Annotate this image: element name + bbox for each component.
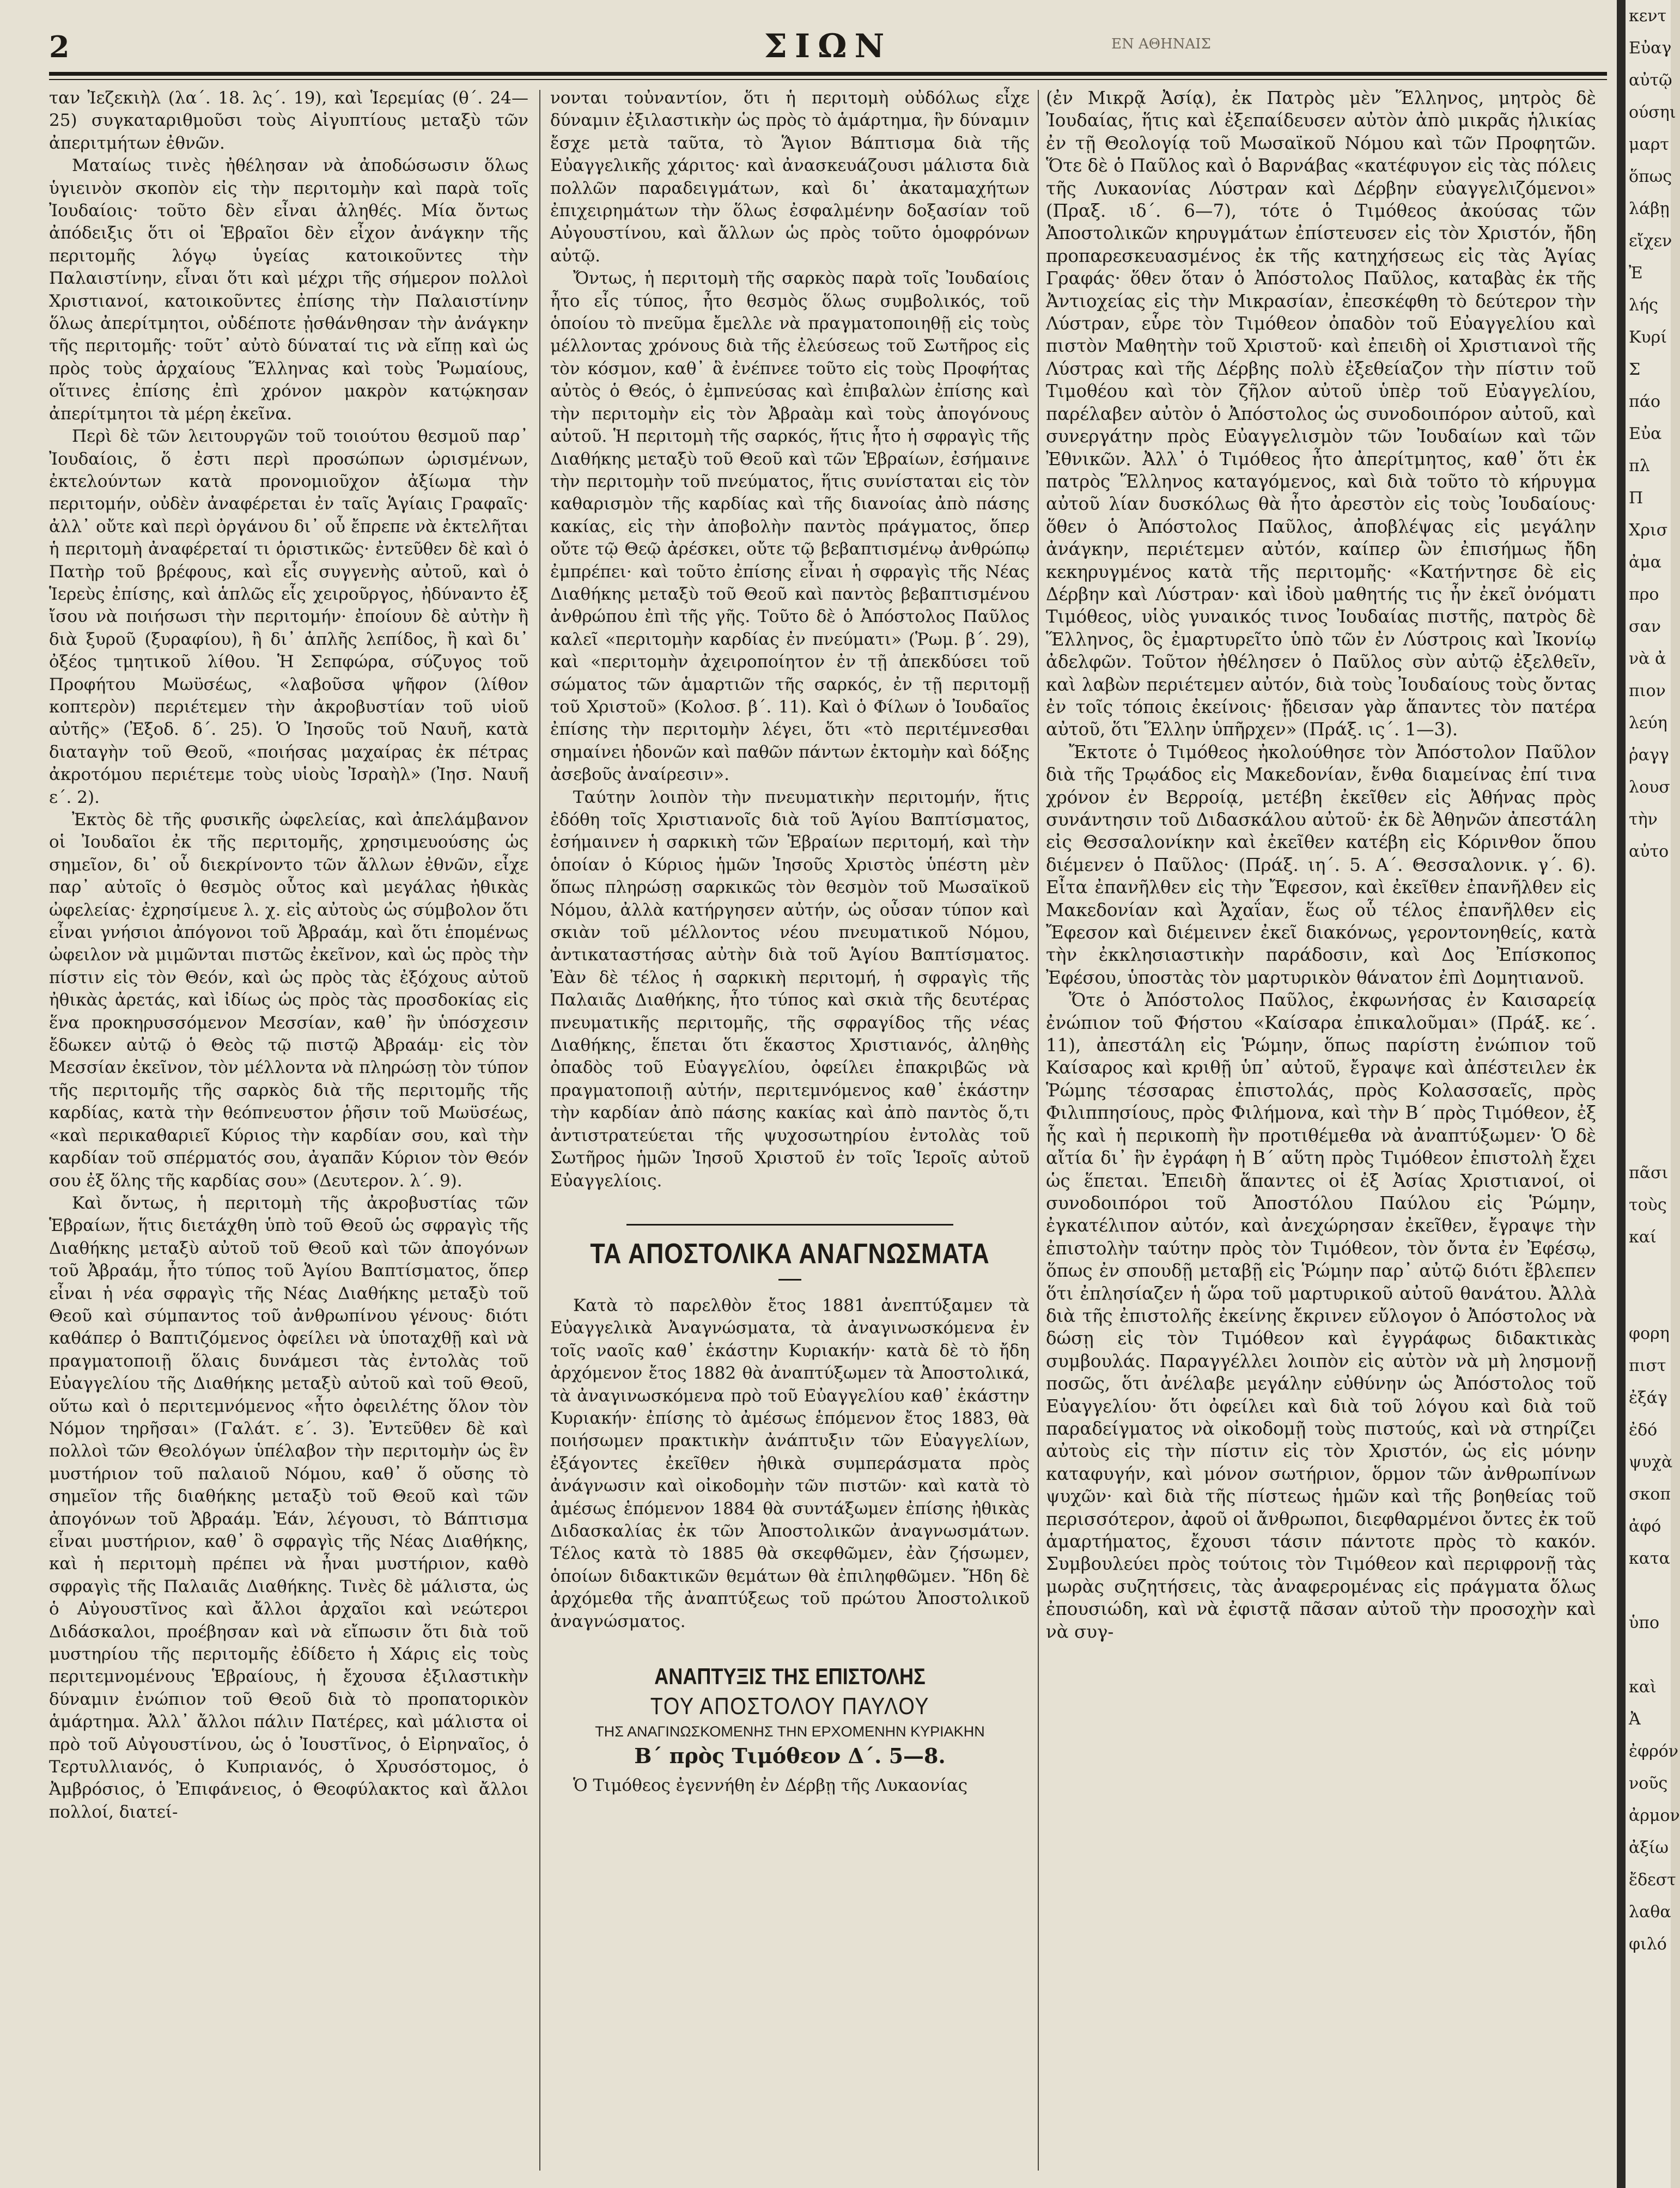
- column-2: [550, 87, 1030, 2179]
- adjacent-page-fragment: φιλό: [1629, 1935, 1667, 1954]
- section-title: ΤΑ ΑΠΟΣΤΟΛΙΚΑ ΑΝΑΓΝΩΣΜΑΤΑ: [590, 1238, 990, 1270]
- paragraph: ταν Ἰεζεκιὴλ (λα΄. 18. λς΄. 19), καὶ Ἱερεμίας (θ΄. 24—25) συγκαταριθμοῦσι τοὺς Αἰγυπτίους μεταξὺ τῶν ἀπεριτμήτων ἐθνῶν.: [49, 88, 528, 153]
- adjacent-page-fragment: Εὐαγ: [1629, 39, 1672, 58]
- adjacent-page-fragment: ἀρμον: [1629, 1806, 1680, 1825]
- adjacent-page-fragment: κεντ: [1629, 7, 1667, 26]
- adjacent-page-fragment: ἀμα: [1629, 553, 1662, 572]
- adjacent-page-fragment: Χρισ: [1629, 521, 1668, 540]
- header-faded-text: ΕΝ ΑΘΗΝΑΙΣ: [1111, 36, 1211, 52]
- adjacent-page-fragment: [1626, 1639, 1671, 1671]
- paragraph: Ἐκτὸς δὲ τῆς φυσικῆς ὠφελείας, καὶ ἀπελάμβανον οἱ Ἰουδαῖοι ἐκ τῆς περιτομῆς, χρησιμευούσης ὡς σημεῖον, δι᾽ οὗ διεκρίνοντο τῶν ἄλλων ἐθνῶν, εἶχε παρ᾽ αὐτοῖς ὁ θεσμὸς οὗτος καὶ μεγάλας ἠθικὰς ὠφελείας· ἐχρησίμευε λ. χ. εἰς αὐτοὺς ὡς σύμβολον ὅτι εἶναι γνήσιοι ἀπόγονοι τοῦ Ἀβραάμ, καὶ ὅτι ἑπομένως ὠφειλον νὰ μιμῶνται πιστῶς ἐκεῖνον, καὶ ὡς πρὸς τὴν πίστιν εἰς τὸν Θεόν, καὶ ὡς πρὸς τὰς ἐξόχους αὐτοῦ ἠθικὰς ἀρετάς, καὶ ἰδίως ὡς πρὸς τὰς προσδοκίας εἰς ἕνα προκηρυσσόμενον Μεσσίαν, καθ᾽ ἣν ὑπόσχεσιν ἔδωκεν αὐτῷ ὁ Θεὸς τῷ πιστῷ Ἀβραάμ· εἰς τὸν Μεσσίαν ἐκεῖνον, τὸν μέλλοντα νὰ πληρώσῃ τὸν τύπον τῆς περιτομῆς τῆς σαρκὸς διὰ τῆς περιτομῆς τῆς καρδίας, κατὰ τὴν θεόπνευστον ῥῆσιν τοῦ Μωϋσέως, «καὶ περικαθαριεῖ Κύριος τὴν καρδίαν σου, καὶ τὴν καρδίαν τοῦ σπέρματός σου, ἀγαπᾶν Κύριον τὸν Θεόν σου ἐξ ὅλης τῆς καρδίας σου» (Δευτερον. λ΄. 9).: [49, 810, 528, 1191]
- paragraph: Ὁ Τιμόθεος ἐγεννήθη ἐν Δέρβῃ τῆς Λυκαονίας: [573, 1776, 968, 1795]
- adjacent-page-fragment: [1626, 1575, 1671, 1607]
- adjacent-page-fragment: λουσ: [1629, 778, 1670, 797]
- paragraph: Ὄντως, ἡ περιτομὴ τῆς σαρκὸς παρὰ τοῖς Ἰουδαίοις ἦτο εἷς τύπος, ἦτο θεσμὸς ὅλως συμβολικός, τοῦ ὁποίου τὸ πνεῦμα ἔμελλε νὰ πραγματοποιηθῇ εἰς τοὺς μέλλοντας χρόνους διὰ τῆς ἐλεύσεως τοῦ Σωτῆρος εἰς τὸν κόσμον, καθ᾽ ἃ ἐνέπνεε τοῦτο εἰς τοὺς Προφήτας αὐτὸς ὁ Θεός, ὁ ἐμπνεύσας καὶ ἐπιβαλὼν ἐπίσης καὶ τὴν περιτομὴν εἰς τὸν Ἀβραὰμ καὶ τοὺς ἀπογόνους αὐτοῦ. Ἡ περιτομὴ τῆς σαρκός, ἥτις ἦτο ἡ σφραγὶς τῆς Διαθήκης μεταξὺ τοῦ Θεοῦ καὶ τῶν Ἑβραίων, ἐσήμαινε τὴν περιτομὴν τοῦ πνεύματος, ἥτις συνίσταται εἰς τὸν καθαρισμὸν τῆς καρδίας καὶ τῆς διανοίας ἀπὸ πάσης κακίας, εἰς τὴν ἀποβολὴν παντὸς πράγματος, ὅπερ οὔτε τῷ Θεῷ ἀρέσκει, οὔτε τῷ βεβαπτισμένῳ ἀνθρώπῳ ἐμπρέπει· καὶ τοῦτο ἐπίσης εἶναι ἡ σφραγὶς τῆς Νέας Διαθήκης μεταξὺ τοῦ Θεοῦ καὶ παντὸς βεβαπτισμένου ἀνθρώπου ἐπὶ τῆς γῆς. Τοῦτο δὲ ὁ Ἀπόστολος Παῦλος καλεῖ «περιτομὴν καρδίας ἐν πνεύματι» (Ῥωμ. β΄. 29), καὶ «περιτομὴν ἀχειροποίητον ἐν τῇ ἀπεκδύσει τοῦ σώματος τῶν ἁμαρτιῶν τῆς σαρκός, ἐν τῇ περιτομῇ τοῦ Χριστοῦ» (Κολοσ. β΄. 11). Καὶ ὁ Φίλων ὁ Ἰουδαῖος ἐπίσης τὴν περιτομὴν λέγει, ὅτι «τὸ περιτέμνεσθαι σημαίνει ἡδονῶν καὶ παθῶν πάντων ἐκτομὴν καὶ δόξης ἀσεβοῦς ἀναίρεσιν».: [550, 269, 1030, 785]
- adjacent-page-fragment: ἀξίω: [1629, 1838, 1669, 1857]
- adjacent-page-fragment: [1626, 900, 1671, 932]
- adjacent-page-fragment: πλ: [1629, 456, 1650, 476]
- paragraph: Καὶ ὄντως, ἡ περιτομὴ τῆς ἀκροβυστίας τῶν Ἑβραίων, ἥτις διετάχθη ὑπὸ τοῦ Θεοῦ ὡς σφραγὶς τῆς Διαθήκης μεταξὺ αὐτοῦ τοῦ Θεοῦ καὶ τῶν ἀπογόνων τοῦ Ἀβραάμ, ἦτο τύπος τοῦ Ἁγίου Βαπτίσματος, ὅπερ εἶναι ἡ νέα σφραγὶς τῆς Νέας Διαθήκης μεταξὺ τοῦ Θεοῦ καὶ σύμπαντος τοῦ ἀνθρωπίνου γένους· διότι καθάπερ ὁ Βαπτιζόμενος ὀφείλει νὰ ὑποταχθῇ καὶ νὰ πραγματοποιῇ ὅλαις δυνάμεσι τὰς ἐντολὰς τοῦ Εὐαγγελίου τῆς Διαθήκης μεταξὺ αὐτοῦ καὶ τοῦ Θεοῦ, οὕτω καὶ ὁ περιτεμνόμενος «ἦτο ὀφειλέτης ὅλον τὸν Νόμον τηρῆσαι» (Γαλάτ. ε΄. 3). Ἐντεῦθεν δὲ καὶ πολλοὶ τῶν Θεολόγων ὑπέλαβον τὴν περιτομὴν ὡς ἓν μυστήριον τοῦ παλαιοῦ Νόμου, καθ᾽ ὅ οὔσης τὸ σημεῖον τῆς διαθήκης μεταξὺ τοῦ Θεοῦ καὶ τῶν ἀπογόνων τοῦ Ἀβραάμ. Ἐάν, λέγουσι, τὸ Βάπτισμα εἶναι μυστήριον, καθ᾽ ὃ σφραγὶς τῆς Νέας Διαθήκης, καὶ ἡ περιτομὴ πρέπει νὰ ἦναι μυστήριον, καθὸ σφραγὶς τῆς Παλαιᾶς Διαθήκης. Τινὲς δὲ μάλιστα, ὡς ὁ Αὐγουστῖνος καὶ ἄλλοι ἀρχαῖοι καὶ νεώτεροι Διδάσκαλοι, προέβησαν καὶ νὰ εἴπωσιν ὅτι διὰ τοῦ μυστηρίου τῆς περιτομῆς ἐδίδετο ἡ Χάρις εἰς τοὺς περιτεμνομένους Ἑβραίους, ἡ ἔχουσα ἐξιλαστικὴν δύναμιν ἐνώπιον τοῦ Θεοῦ διὰ τὸ προπατορικὸν ἁμάρτημα. Ἀλλ᾽ ἄλλοι πάλιν Πατέρες, καὶ μάλιστα οἱ πρὸ τοῦ Αὐγουστίνου, ὡς ὁ Ἰουστῖνος, ὁ Εἰρηναῖος, ὁ Τερτυλλιανός, ὁ Κυπριανός, ὁ Χρυσόστομος, ὁ Ἀμβρόσιος, ὁ Ἐπιφάνειος, ὁ Θεοφύλακτος καὶ ἄλλοι πολλοί, διατεί-: [49, 1193, 528, 1822]
- adjacent-page-fragment: προ: [1629, 585, 1659, 604]
- adjacent-page-fragment: Ἐ: [1629, 264, 1643, 283]
- adjacent-page-fragment: [1626, 1253, 1671, 1285]
- adjacent-page-fragment: νοῦς: [1629, 1774, 1668, 1793]
- adjacent-page-fragment: ἐξάγ: [1629, 1388, 1667, 1407]
- adjacent-page-fragment: ἀφό: [1629, 1517, 1661, 1536]
- paragraph: Ὅτε ὁ Ἀπόστολος Παῦλος, ἐκφωνήσας ἐν Καισαρείᾳ ἐνώπιον τοῦ Φήστου «Καίσαρα ἐπικαλοῦμαι» (Πράξ. κε΄. 11), ἀπεστάλη εἰς Ῥώμην, ὅπως παρίστη ἐνώπιον τοῦ Καίσαρος καὶ κριθῇ ὑπ᾽ αὐτοῦ, ἔγραψε καὶ ἀπέστειλεν ἐκ Ῥώμης τέσσαρας ἐπιστολάς, πρὸς Κολασσαεῖς, πρὸς Φιλιππησίους, πρὸς Φιλήμονα, καὶ τὴν Β΄ πρὸς Τιμόθεον, ἐξ ἧς καὶ ἡ περικοπὴ ἣν προτιθέμεθα νὰ ἀναπτύξωμεν· Ὁ δὲ αἴτία δι᾽ ἣν ἐγράφη ἡ Β΄ αὕτη πρὸς Τιμόθεον ἐπιστολὴ ἔχει ὡς ἕπεται. Ἐπειδὴ ἅπαντες οἱ ἐξ Ἀσίας Χριστιανοί, οἱ συνοδοιπόροι τοῦ Ἀποστόλου Παύλου εἰς Ῥώμην, ἐγκατέλιπον αὐτόν, καὶ ἀνεχώρησαν ἐκεῖθεν, ἔγραψε τὴν ἐπιστολὴν ταύτην πρὸς τὸν Τιμόθεον, τὸν ὄντα ἐν Ἐφέσῳ, ὅπως ἐν σπουδῇ μεταβῇ εἰς Ῥώμην παρ᾽ αὐτῷ διότι ἔβλεπεν ὅτι ἐπλησίαζεν ἡ ὥρα τοῦ μαρτυρικοῦ αὐτοῦ θανάτου. Ἀλλὰ διὰ τῆς ἐπιστολῆς ἐκείνης ἔκρινεν εὔλογον ὁ Ἀπόστολος νὰ δώσῃ εἰς τὸν Τιμόθεον καὶ ἐγγράφως διδακτικὰς συμβουλάς. Παραγγέλλει λοιπὸν εἰς αὐτὸν νὰ μὴ λησμονῇ ποσῶς, ὅτι ἀνέλαβε μεγάλην εὐθύνην ὡς Ἀπόστολος τοῦ Εὐαγγελίου· ὅτι ὀφείλει καὶ διὰ τοῦ λόγου καὶ διὰ τοῦ παραδείγματος νὰ οἰκοδομῇ τοὺς πιστούς, καὶ νὰ στηρίζει αὐτοὺς εἰς τὴν πίστιν εἰς τὸν Χριστόν, ὡς εἰς μόνην καταφυγήν, καὶ μόνον σωτήριον, ὅρμον τῶν ἀνθρωπίνων ψυχῶν· καὶ διὰ τῆς πίστεως ἡμῶν καὶ τῆς βοηθείας τοῦ περισσότερον, ἀφοῦ οἱ ἄνθρωποι, διεφθαρμένοι ὄντες ἐκ τοῦ ἁμαρτήματος, ἔχουσι τάσιν πάντοτε πρὸς τὸ κακόν. Συμβουλεύει πρὸς τούτοις τὸν Τιμόθεον καὶ περιφρονῇ τὰς μωρὰς συζητήσεις, τὰς ἀναφερομένας εἰς πράγματα ὅλως ἐπουσιώδη, καὶ νὰ ἐφιστᾷ πᾶσαν αὐτοῦ τὴν προσοχὴν καὶ νὰ συγ-: [1046, 990, 1596, 1642]
- adjacent-page-fragment: αὐτῷ: [1629, 71, 1672, 90]
- adjacent-page-fragment: Κυρί: [1629, 328, 1667, 347]
- adjacent-page-fragment: [1626, 1061, 1671, 1093]
- adjacent-page-fragment: ψυχὰ: [1629, 1453, 1673, 1472]
- adjacent-page-fragment: λαθα: [1629, 1903, 1671, 1922]
- adjacent-page-fragment: αὐτο: [1629, 842, 1669, 861]
- adjacent-page-fragment: [1626, 1125, 1671, 1157]
- adjacent-page-fragment: λεύη: [1629, 714, 1667, 733]
- adjacent-page-fragment: Εὐα: [1629, 424, 1662, 443]
- adjacent-page-fragment: τοὺς: [1629, 1196, 1667, 1215]
- adjacent-page-fragment: ἔδεστ: [1629, 1870, 1676, 1890]
- scripture-reference: Β΄ πρὸς Τιμόθεον Δ΄. 5—8.: [634, 1744, 946, 1768]
- adjacent-page-fragment: ὅπως: [1629, 167, 1672, 186]
- column-3: [1046, 87, 1596, 2179]
- column-1: [49, 87, 528, 2179]
- adjacent-page-strip: [1626, 0, 1680, 2188]
- adjacent-page-fragment: ἐδό: [1629, 1421, 1658, 1440]
- paragraph: Περὶ δὲ τῶν λειτουργῶν τοῦ τοιούτου θεσμοῦ παρ᾽ Ἰουδαίοις, ὅ ἐστι περὶ προσώπων ὡρισμένων, ἐκτελούντων κατὰ προνομιοῦχον ἀξίωμα τὴν περιτομήν, οὐδὲν ἀναφέρεται ἐν ταῖς Ἁγίαις Γραφαῖς· ἀλλ᾽ οὔτε καὶ περὶ ὀργάνου δι᾽ οὗ ἔπρεπε νὰ ἐκτελῆται ἡ περιτομὴ ἀναφέρεταί τι ὁριστικῶς· ἐντεῦθεν δὲ καὶ ὁ Πατὴρ τοῦ βρέφους, καὶ εἷς συγγενὴς αὐτοῦ, καὶ ὁ Ἱερεὺς ἐπίσης, καὶ ἁπλῶς εἷς χειροῦργος, ἠδύναντο ἐξ ἴσου νὰ ποιήσωσι τὴν περιτομήν· ἐποίουν δὲ αὐτὴν ἢ διὰ ξυροῦ (ξυραφίου), ἢ δι᾽ ἁπλῆς λεπίδος, ἢ καὶ δι᾽ ὀξέος τμητικοῦ λίθου. Ἡ Σεπφώρα, σύζυγος τοῦ Προφήτου Μωϋσέως, «λαβοῦσα ψῆφον (λίθον κοπτερὸν) περιέτεμεν τὴν ἀκροβυστίαν τοῦ υἱοῦ αὐτῆς» (Ἐξοδ. δ΄. 25). Ὁ Ἰησοῦς τοῦ Ναυῆ, κατὰ διαταγὴν τοῦ Θεοῦ, «ποιήσας μαχαίρας ἐκ πέτρας ἀκροτόμου περιέτεμε τοὺς υἱοὺς Ἰσραὴλ» (Ἰησ. Ναυῆ ε΄. 2).: [49, 426, 528, 807]
- adjacent-page-fragment: καὶ: [1629, 1678, 1657, 1697]
- adjacent-page-fragment: νὰ ἀ: [1629, 649, 1666, 668]
- adjacent-page-fragment: ῥαγγ: [1629, 746, 1669, 765]
- adjacent-page-fragment: [1626, 1028, 1671, 1061]
- adjacent-page-fragment: λάβῃ: [1629, 199, 1670, 218]
- masthead-title: ΣΙΩΝ: [764, 27, 892, 65]
- adjacent-page-fragment: σαν: [1629, 617, 1661, 636]
- sub-heading: ΤΟΥ ΑΠΟΣΤΟΛΟΥ ΠΑΥΛΟΥ: [650, 1693, 930, 1720]
- column-divider: [539, 90, 540, 2171]
- paragraph: (ἐν Μικρᾷ Ἀσίᾳ), ἐκ Πατρὸς μὲν Ἕλληνος, μητρὸς δὲ Ἰουδαίας, ἥτις καὶ ἐξεπαίδευσεν αὐτὸν ἀπὸ μικρᾶς ἡλικίας ἐν τῇ Θεολογίᾳ τοῦ Μωσαϊκοῦ Νόμου καὶ τῶν Προφητῶν. Ὅτε δὲ ὁ Παῦλος καὶ ὁ Βαρνάβας «κατέφυγον εἰς τὰς πόλεις τῆς Λυκαονίας Λύστραν καὶ Δέρβην εὐαγγελιζόμενοι» (Πραξ. ιδ΄. 6—7), τότε ὁ Τιμόθεος ἀκούσας τῶν Ἀποστολικῶν κηρυγμάτων ἐπίστευσεν εἰς τὸν Χριστόν, ἤδη προπαρεσκευασμένος ἐκ τῆς κατηχήσεως εἰς τὰς Ἁγίας Γραφάς· ὅθεν ὅταν ὁ Ἀπόστολος Παῦλος, καταβὰς ἐκ τῆς Ἀντιοχείας εἰς τὴν Μικρασίαν, ἐπεσκέφθη τὸ δεύτερον τὴν Λύστραν, εὗρε τὸν Τιμόθεον ὀπαδὸν τοῦ Εὐαγγελίου καὶ πιστὸν Μαθητὴν τοῦ Χριστοῦ· καὶ ἐπειδὴ οἱ Χριστιανοὶ τῆς Λύστρας καὶ τῆς Δέρβης πολὺ ἐξεθείαζον τὴν πίστιν τοῦ Τιμοθέου καὶ τὸν ζῆλον αὐτοῦ ὑπὲρ τοῦ Εὐαγγελίου, παρέλαβεν αὐτὸν ὁ Ἀπόστολος ὡς συνοδοιπόρον αὐτοῦ, καὶ συνεργάτην πρὸς Εὐαγγελισμὸν τῶν Ἰουδαίων καὶ τῶν Ἐθνικῶν. Ἀλλ᾽ ὁ Τιμόθεος ἦτο ἀπερίτμητος, καθ᾽ ὅτι ἐκ πατρὸς Ἕλληνος καταγόμενος, καὶ διὰ τοῦτο τὸ κήρυγμα αὐτοῦ λίαν δυσκόλως θὰ ἦτο ἀρεστὸν εἰς τοὺς Ἰουδαίους· ὅθεν ὁ Ἀπόστολος Παῦλος, ἀποβλέψας εἰς μεγάλην ἀνάγκην, περιέτεμεν αὐτόν, καίπερ ὢν ἐπισήμως ἤδη κεκηρυγμένος κατὰ τῆς περιτομῆς· «Κατήντησε δὲ εἰς Δέρβην καὶ Λύστραν· καὶ ἰδοὺ μαθητής τις ἦν ἐκεῖ ὀνόματι Τιμόθεος, υἱὸς γυναικός τινος Ἰουδαίας πιστῆς, πατρὸς δὲ Ἕλληνος, ὃς ἐμαρτυρεῖτο ὑπὸ τῶν ἐν Λύστροις καὶ Ἰκονίῳ ἀδελφῶν. Τοῦτον ἠθέλησεν ὁ Παῦλος σὺν αὐτῷ ἐξελθεῖν, καὶ λαβὼν περιέτεμεν αὐτόν, διὰ τοὺς Ἰουδαίους τοὺς ὄντας ἐν τοῖς τόποις ἐκείνοις· ᾔδεισαν γὰρ ἅπαντες τὸν πατέρα αὐτοῦ, ὅτι Ἕλλην ὑπῆρχεν» (Πράξ. ις΄. 1—3).: [1046, 88, 1596, 740]
- adjacent-page-fragment: πάο: [1629, 392, 1661, 411]
- adjacent-page-fragment: Π: [1629, 489, 1644, 508]
- book-gutter: [1617, 0, 1626, 2188]
- adjacent-page-fragment: φορη: [1629, 1324, 1670, 1343]
- adjacent-page-fragment: ούσηι: [1629, 103, 1676, 122]
- adjacent-page-fragment: Σ: [1629, 360, 1641, 379]
- adjacent-page-fragment: καί: [1629, 1228, 1657, 1247]
- adjacent-page-fragment: Ἀ: [1629, 1710, 1641, 1729]
- adjacent-page-fragment: [1626, 932, 1671, 964]
- adjacent-page-fragment: [1626, 1285, 1671, 1318]
- adjacent-page-fragment: εἴχεν: [1629, 231, 1672, 251]
- adjacent-page-fragment: πιον: [1629, 681, 1666, 700]
- adjacent-page-fragment: [1626, 1093, 1671, 1125]
- page-header: [49, 27, 1607, 71]
- adjacent-page-fragment: πιστ: [1629, 1356, 1666, 1375]
- adjacent-page-fragment: [1626, 868, 1671, 900]
- adjacent-page-fragment: λής: [1629, 296, 1658, 315]
- paragraph: Κατὰ τὸ παρελθὸν ἔτος 1881 ἀνεπτύξαμεν τὰ Εὐαγγελικὰ Ἀναγνώσματα, τὰ ἀναγινωσκόμενα ἐν τοῖς ναοῖς καθ᾽ ἑκάστην Κυριακήν· κατὰ δὲ τὸ ἤδη ἀρχόμενον ἔτος 1882 θὰ ἀναπτύξωμεν τὰ Ἀποστολικά, τὰ ἀναγινωσκόμενα πρὸ τοῦ Εὐαγγελίου καθ᾽ ἑκάστην Κυριακήν· ἐπίσης τὸ ἀμέσως ἑπόμενον ἔτος 1883, θὰ ποιήσωμεν πρακτικὴν ἀνάπτυξιν τῶν Εὐαγγελίων, ἐξάγοντες ἐκεῖθεν ἠθικὰ συμπεράσματα πρὸς ἀνάγνωσιν καὶ οἰκοδομὴν τῶν πιστῶν· καὶ κατὰ τὸ ἀμέσως ἑπόμενον 1884 θὰ συντάξωμεν ἐπίσης ἠθικὰς Διδασκαλίας ἐκ τῶν Ἀποστολικῶν ἀναγνωσμάτων. Τέλος κατὰ τὸ 1885 θὰ σκεφθῶμεν, ἐὰν ζήσωμεν, ὁποίων διδακτικῶν θεμάτων θὰ ἐπιληφθῶμεν. Ἤδη δὲ ἀρχόμεθα τῆς ἀναπτύξεως τοῦ πρώτου Ἀποστολικοῦ ἀναγνώσματος.: [550, 1295, 1030, 1631]
- title-dash: [778, 1279, 801, 1281]
- adjacent-page-fragment: τὴν: [1629, 810, 1658, 829]
- sub-heading: ΤΗΣ ΑΝΑΓΙΝΩΣΚΟΜΕΝΗΣ ΤΗΝ ΕΡΧΟΜΕΝΗΝ ΚΥΡΙΑΚΗΝ: [595, 1723, 985, 1740]
- adjacent-page-fragment: ἐφρόν: [1629, 1742, 1679, 1761]
- column-divider: [1038, 90, 1039, 2171]
- header-rule-thick: [49, 72, 1607, 76]
- paragraph: Ταύτην λοιπὸν τὴν πνευματικὴν περιτομήν, ἥτις ἐδόθη τοῖς Χριστιανοῖς διὰ τοῦ Ἁγίου Βαπτίσματος, ἐσήμαινεν ἡ σαρκικὴ τῶν Ἑβραίων περιτομή, καὶ τὴν ὁποίαν ὁ Κύριος ἡμῶν Ἰησοῦς Χριστὸς ὑπέστη μὲν ὅπως πληρώσῃ σαρκικῶς τὸν θεσμὸν τοῦ Μωσαϊκοῦ Νόμου, ἀλλὰ κατήργησεν αὐτήν, ὡς οὖσαν τύπον καὶ σκιὰν τοῦ μέλλοντος νέου πνευματικοῦ Νόμου, ἀντικαταστήσας αὐτὴν διὰ τοῦ Ἁγίου Βαπτίσματος. Ἐὰν δὲ τέλος ἡ σαρκικὴ περιτομή, ἡ σφραγὶς τῆς Παλαιᾶς Διαθήκης, ἦτο τύπος καὶ σκιὰ τῆς δευτέρας πνευματικῆς περιτομῆς, τῆς σφραγίδος τῆς νέας Διαθήκης, ἕπεται ὅτι ἕκαστος Χριστιανός, ἀληθὴς ὀπαδὸς τοῦ Εὐαγγελίου, ὀφείλει ἐπακριβῶς νὰ πραγματοποιῇ αὐτήν, περιτεμνόμενος καθ᾽ ἑκάστην τὴν καρδίαν ἀπὸ πάσης κακίας καὶ ἀπὸ παντὸς ὅ,τι ἀντιστρατεύεται τῆς ψυχοσωτηρίου ἐντολὰς τοῦ Σωτῆρος ἡμῶν Ἰησοῦ Χριστοῦ ἐν τοῖς Ἱεροῖς αὐτοῦ Εὐαγγελίοις.: [550, 787, 1030, 1191]
- adjacent-page-fragment: [1626, 964, 1671, 996]
- adjacent-page-fragment: μαρτ: [1629, 135, 1669, 154]
- adjacent-page-fragment: πᾶσι: [1629, 1163, 1669, 1183]
- section-separator: [626, 1224, 953, 1226]
- paragraph: νονται τοὐναντίον, ὅτι ἡ περιτομὴ οὐδόλως εἶχε δύναμιν ἐξιλαστικὴν ὡς πρὸς τὸ ἁμάρτημα, ἣν δύναμιν ἔσχε μετὰ ταῦτα, τὸ Ἅγιον Βάπτισμα διὰ τῆς Εὐαγγελικῆς χάριτος· καὶ ἀνασκευάζουσι μάλιστα διὰ πολλῶν παραδειγμάτων, καὶ δι᾽ ἀκαταμαχήτων ἐπιχειρημάτων τὴν ὅλως ἐσφαλμένην δοξασίαν τοῦ Αὐγουστίνου, καὶ ἄλλων ὡς πρὸς τοῦτο ὁμοφρόνων αὐτῷ.: [550, 88, 1030, 266]
- adjacent-page-fragment: κατα: [1629, 1549, 1670, 1568]
- adjacent-page-fragment: ὑπο: [1629, 1613, 1660, 1632]
- page-number: 2: [49, 29, 70, 64]
- sub-heading: ΑΝΑΠΤΥΞΙΣ ΤΗΣ ΕΠΙΣΤΟΛΗΣ: [654, 1663, 926, 1689]
- adjacent-page-fragment: σκοπ: [1629, 1485, 1671, 1504]
- adjacent-page-fragment: [1626, 996, 1671, 1028]
- paragraph: Ματαίως τινὲς ἠθέλησαν νὰ ἀποδώσωσιν ὅλως ὑγιεινὸν σκοπὸν εἰς τὴν περιτομὴν καὶ παρὰ τοῖς Ἰουδαίοις· τοῦτο δὲν εἶναι ἀληθές. Μία ὄντως ἀπόδειξις ὅτι οἱ Ἑβραῖοι δὲν εἶχον ἀνάγκην τῆς περιτομῆς λόγῳ ὑγείας κατοικοῦντες τὴν Παλαιστίνην, εἶναι ὅτι καὶ μέχρι τῆς σήμερον πολλοὶ Χριστιανοί, κατοικοῦντες ἐπίσης τὴν Παλαιστίνην ὅλως ἀπερίτμητοι, οὐδέποτε ᾐσθάνθησαν τὴν ἀνάγκην τῆς περιτομῆς· τοῦτ᾽ αὐτὸ δύναταί τις νὰ εἴπῃ καὶ ὡς πρὸς τοὺς ἀρχαίους Ἕλληνας καὶ τοὺς Ῥωμαίους, οἵτινες ἐπίσης ἐπὶ χρόνον μακρὸν κατῴκησαν ἀπερίτμητοι τὰ μέρη ἐκεῖνα.: [49, 156, 528, 424]
- paragraph: Ἔκτοτε ὁ Τιμόθεος ἠκολούθησε τὸν Ἀπόστολον Παῦλον διὰ τῆς Τρῳάδος εἰς Μακεδονίαν, ἔνθα διαμείνας ἐπί τινα χρόνον ἐν Βερροίᾳ, μετέβη ἐκεῖθεν εἰς Ἀθήνας πρὸς συνάντησιν τοῦ Διδασκάλου αὐτοῦ· ἐκ δὲ Ἀθηνῶν ἀπεστάλη εἰς Θεσσαλονίκην καὶ ἐκεῖθεν κατέβη εἰς Κόρινθον ὅπου διέμενεν ὁ Παῦλος· (Πράξ. ιη΄. 5. Α΄. Θεσσαλονικ. γ΄. 6). Εἶτα ἐπανῆλθεν εἰς τὴν Ἔφεσον, καὶ ἐκεῖθεν ἐπανῆλθεν εἰς Μακεδονίαν καὶ Ἀχαΐαν, ἕως οὗ τέλος ἐπανῆλθεν εἰς Ἔφεσον καὶ διέμεινεν ἐκεῖ διακόνως, γεροντονηθείς, κατὰ τὴν ἐκκλησιαστικὴν παράδοσιν, καὶ Δος Ἐπίσκοπος Ἐφέσου, ὑποστὰς τὸν μαρτυρικὸν θάνατον ἐπὶ Δομητιανοῦ.: [1046, 741, 1596, 988]
- header-rule-thin: [49, 79, 1607, 80]
